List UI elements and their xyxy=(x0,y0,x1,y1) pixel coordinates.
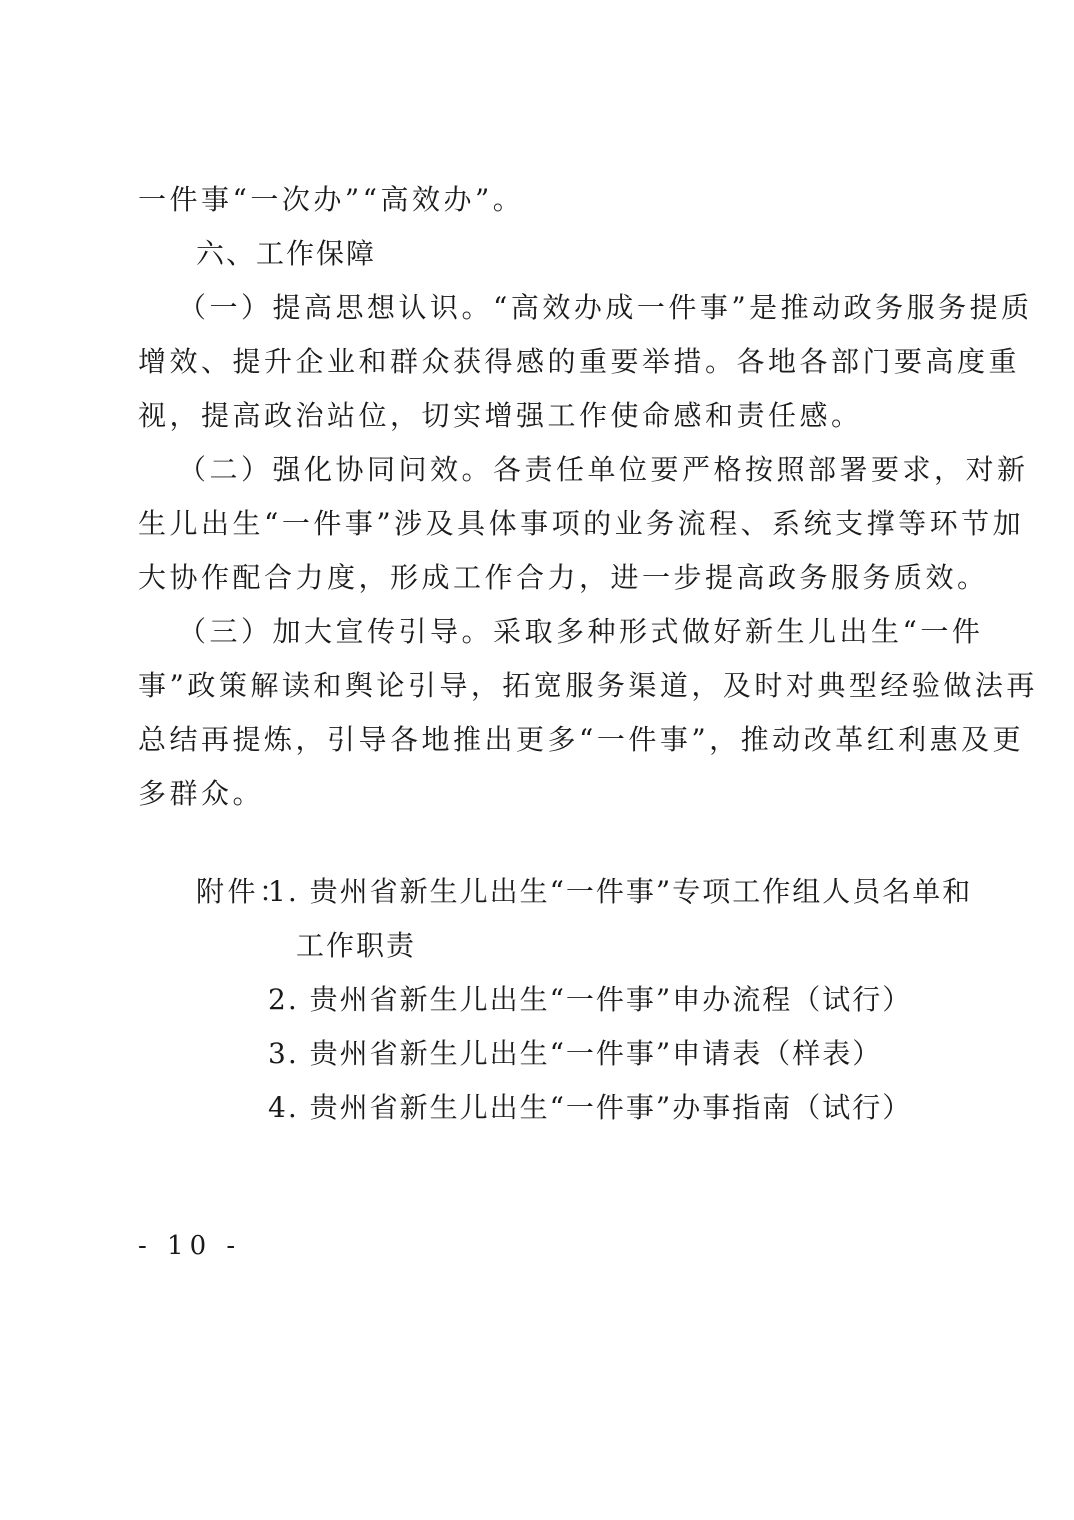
paragraph-line: 事”政策解读和舆论引导，拓宽服务渠道，及时对典型经验做法再 xyxy=(138,669,1038,702)
paragraph-line: （三）加大宣传引导。采取多种形式做好新生儿出生“一件 xyxy=(178,615,984,648)
attachment-item: 2. 贵州省新生儿出生“一件事”申办流程（试行） xyxy=(268,983,913,1016)
attachments-label: 附件： xyxy=(196,875,291,908)
paragraph-line: 总结再提炼，引导各地推出更多“一件事”，推动改革红利惠及更 xyxy=(138,723,1025,756)
paragraph-line: 增效、提升企业和群众获得感的重要举措。各地各部门要高度重 xyxy=(138,345,1021,378)
section-heading: 六、工作保障 xyxy=(196,237,377,270)
page-number: - 10 - xyxy=(138,1231,242,1261)
paragraph-line: 大协作配合力度，形成工作合力，进一步提高政务服务质效。 xyxy=(138,561,989,594)
attachment-item-continuation: 工作职责 xyxy=(296,929,417,962)
paragraph-line: 视，提高政治站位，切实增强工作使命感和责任感。 xyxy=(138,399,863,432)
attachment-item: 3. 贵州省新生儿出生“一件事”申请表（样表） xyxy=(268,1037,883,1070)
paragraph-line: （二）强化协同问效。各责任单位要严格按照部署要求，对新 xyxy=(178,453,1029,486)
paragraph-line: （一）提高思想认识。“高效办成一件事”是推动政务服务提质 xyxy=(178,291,1033,324)
paragraph-line: 生儿出生“一件事”涉及具体事项的业务流程、系统支撑等环节加 xyxy=(138,507,1025,540)
paragraph-line: 多群众。 xyxy=(138,777,265,810)
attachment-item: 4. 贵州省新生儿出生“一件事”办事指南（试行） xyxy=(268,1091,913,1124)
paragraph-line: 一件事“一次办”“高效办”。 xyxy=(138,183,525,216)
attachment-item: 1. 贵州省新生儿出生“一件事”专项工作组人员名单和 xyxy=(268,875,973,908)
